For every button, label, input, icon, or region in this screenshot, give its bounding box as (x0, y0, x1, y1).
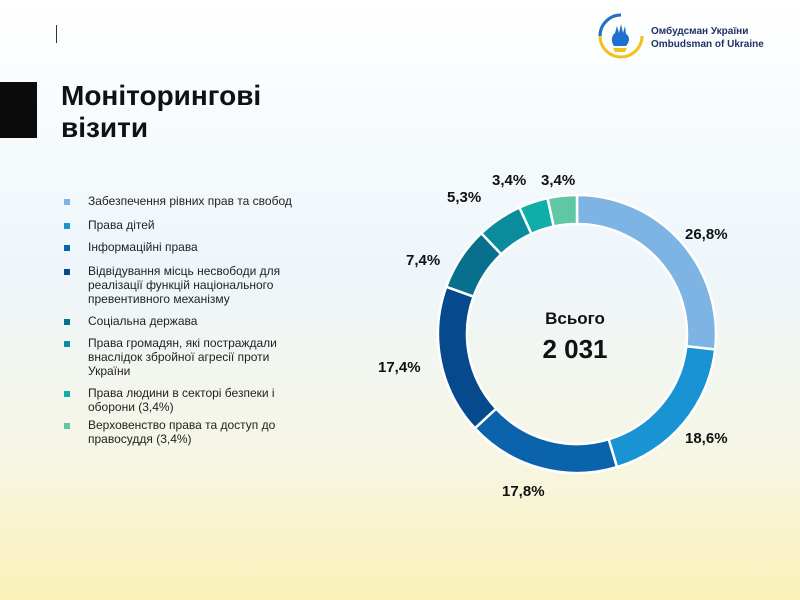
chart-total-label: Всього (545, 309, 605, 328)
legend-label: Верховенство права та доступ до правосуддя (3,4%) (88, 418, 276, 446)
donut-segment (548, 195, 577, 226)
data-label: 17,8% (502, 483, 545, 500)
legend-label: Права громадян, які постраждали внаслідок збройної агресії проти України (88, 336, 277, 378)
logo-text-ukrainian: Омбудсман України (651, 26, 749, 37)
donut-segment (475, 409, 617, 473)
data-label: 26,8% (685, 226, 728, 243)
donut-segment (438, 287, 496, 429)
data-label: 5,3% (447, 189, 482, 206)
legend-label: Інформаційні права (88, 240, 198, 254)
logo-text-english: Ombudsman of Ukraine (651, 39, 764, 50)
legend-label: Соціальна держава (88, 314, 198, 328)
data-label: 18,6% (685, 430, 728, 447)
data-label: 17,4% (378, 359, 421, 376)
legend-label: Права людини в секторі безпеки і оборони (3,4%) (88, 386, 275, 414)
data-label: 7,4% (406, 252, 441, 269)
page-title-text: Моніторингові візити (61, 80, 262, 143)
data-label: 3,4% (492, 172, 527, 189)
chart-total-value: 2 031 (542, 334, 608, 364)
legend-label: Права дітей (88, 218, 155, 232)
legend-label: Відвідування місць несвободи для реалізації функцій національного превентивного механізму (88, 264, 281, 306)
data-label: 3,4% (541, 172, 576, 189)
legend-label: Забезпечення рівних прав та свобод (88, 194, 292, 208)
